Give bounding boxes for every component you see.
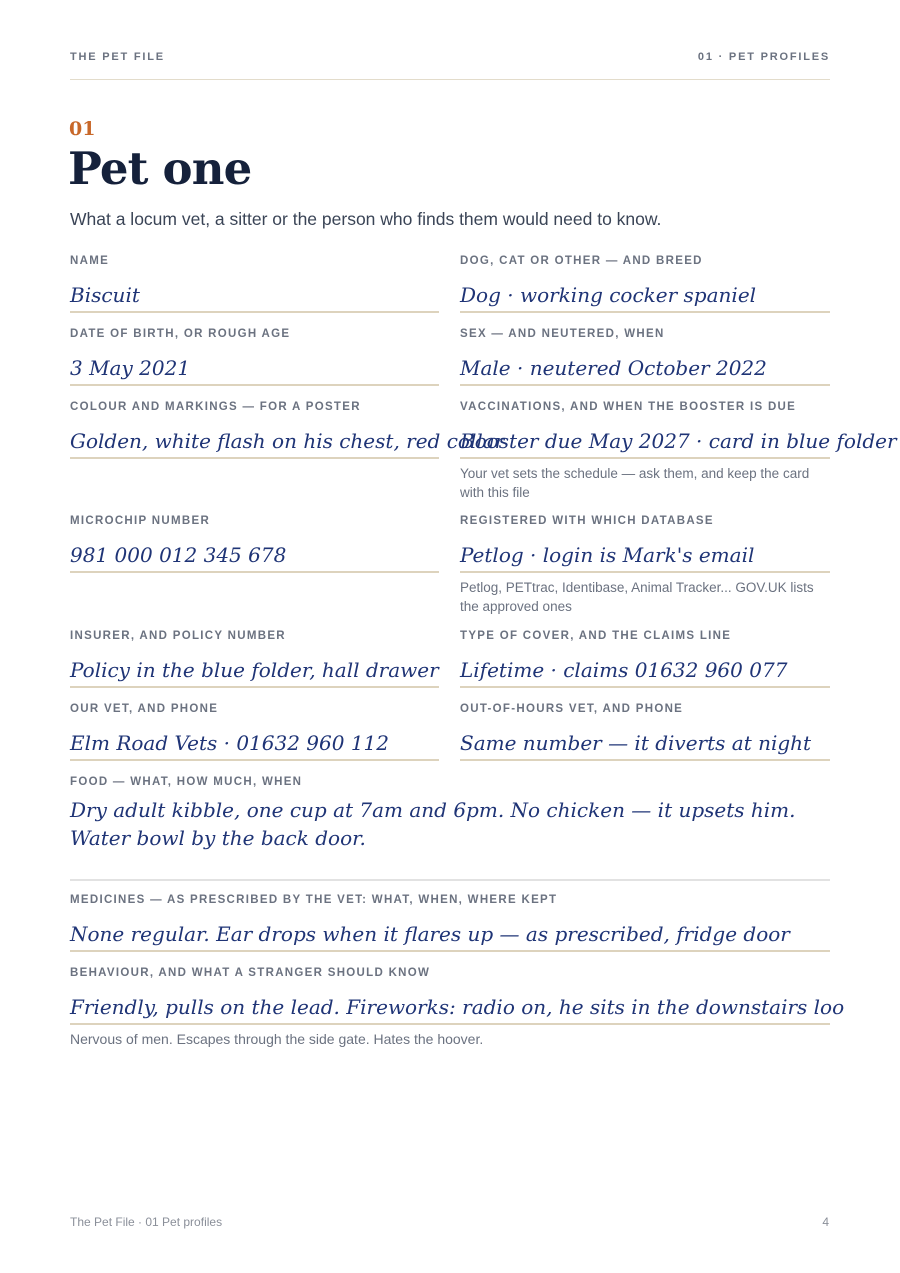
header-section: 01 · PET PROFILES [697,51,830,63]
medicines-input[interactable]: None regular. Ear drops when it flares up — as prescribed, fridge door [70,918,830,952]
colour-input[interactable]: Golden, white flash on his chest, red collar [70,425,439,459]
field-label: NAME [70,255,110,267]
field-label: OUR VET, AND PHONE [70,703,219,715]
field-label: SEX — AND NEUTERED, WHEN [460,328,665,340]
footer-title: The Pet File · 01 Pet profiles [70,1215,223,1229]
vet-input[interactable]: Elm Road Vets · 01632 960 112 [70,727,439,761]
insurer-input[interactable]: Policy in the blue folder, hall drawer [70,654,439,688]
running-header [70,50,830,80]
field-label: BEHAVIOUR, AND WHAT A STRANGER SHOULD KNOW [70,967,431,979]
dob-input[interactable]: 3 May 2021 [70,352,439,386]
field-label: COLOUR AND MARKINGS — FOR A POSTER [70,401,361,413]
field-label: FOOD — WHAT, HOW MUCH, WHEN [70,776,303,788]
field-label: VACCINATIONS, AND WHEN THE BOOSTER IS DUE [460,401,797,413]
field-label: INSURER, AND POLICY NUMBER [70,630,286,642]
database-input[interactable]: Petlog · login is Mark's email [460,539,830,573]
page-number: 4 [822,1215,829,1229]
food-input[interactable]: Dry adult kibble, one cup at 7am and 6pm. No chicken — it upsets him. Water bowl by the back door. [70,798,796,850]
field-hint: Your vet sets the schedule — ask them, and keep the card with this file [460,466,810,500]
field-label: OUT-OF-HOURS VET, AND PHONE [460,703,684,715]
vaccinations-input[interactable]: Booster due May 2027 · card in blue folder [460,425,830,459]
cover-input[interactable]: Lifetime · claims 01632 960 077 [460,654,830,688]
page-title: Pet one [68,142,252,195]
name-input[interactable]: Biscuit [70,279,439,313]
field-food [70,776,830,866]
ooh-vet-input[interactable]: Same number — it diverts at night [460,727,830,761]
field-label: REGISTERED WITH WHICH DATABASE [460,515,714,527]
microchip-input[interactable]: 981 000 012 345 678 [70,539,439,573]
divider [70,879,830,881]
breed-input[interactable]: Dog · working cocker spaniel [460,279,830,313]
behaviour-note: Nervous of men. Escapes through the side gate. Hates the hoover. [70,1031,484,1047]
field-label: DOG, CAT OR OTHER — AND BREED [460,255,703,267]
header-title: THE PET FILE [70,51,165,63]
field-label: TYPE OF COVER, AND THE CLAIMS LINE [460,630,732,642]
field-label: MICROCHIP NUMBER [70,515,211,527]
behaviour-input[interactable]: Friendly, pulls on the lead. Fireworks: radio on, he sits in the downstairs loo [70,991,830,1025]
field-hint: Petlog, PETtrac, Identibase, Animal Tracker... GOV.UK lists the approved ones [460,580,814,614]
field-label: DATE OF BIRTH, OR ROUGH AGE [70,328,291,340]
section-intro: What a locum vet, a sitter or the person who finds them would need to know. [70,209,662,229]
sex-input[interactable]: Male · neutered October 2022 [460,352,830,386]
section-number: 01 [69,118,96,140]
field-label: MEDICINES — AS PRESCRIBED BY THE VET: WHAT, WHEN, WHERE KEPT [70,894,558,906]
